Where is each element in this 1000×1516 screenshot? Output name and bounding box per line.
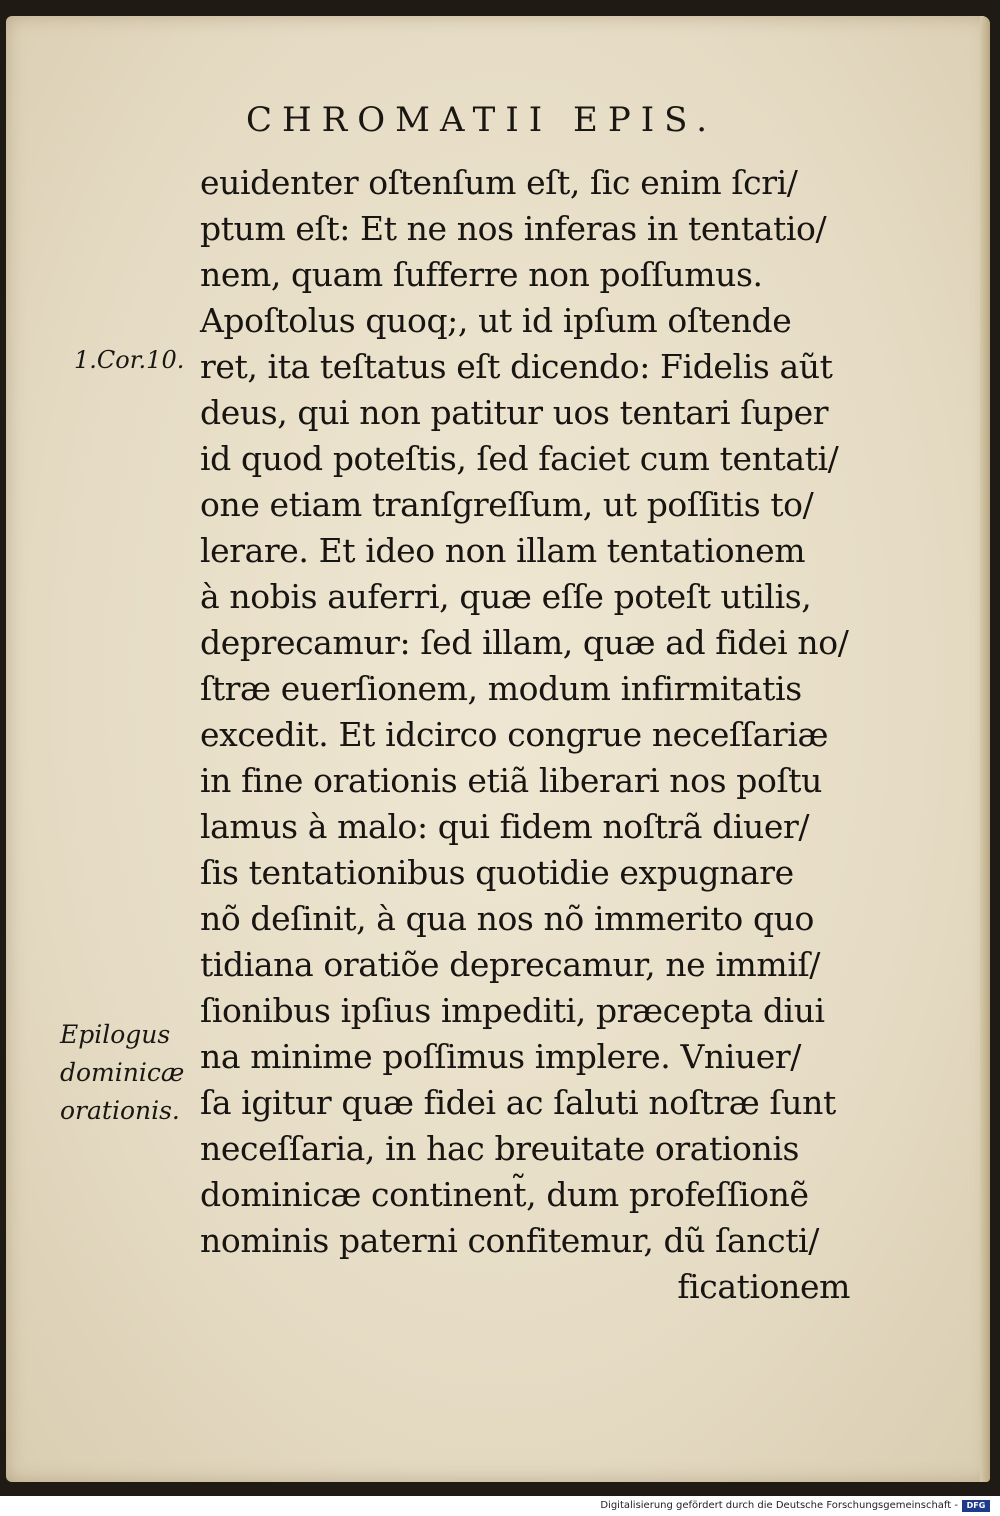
text-line: excedit. Et idcirco congrue neceſſariæ — [200, 715, 829, 754]
text-line: nem, quam ſufferre non poſſumus. — [200, 255, 763, 294]
text-line: Apoſtolus quoq;, ut id ipſum oſtende — [200, 301, 792, 340]
margin-note-epilogus — [60, 1016, 184, 1130]
text-line: ſis tentationibus quotidie expugnare — [200, 853, 794, 892]
margin-note-line: Epilogus — [60, 1020, 171, 1049]
text-line: euidenter oſtenſum eſt, ſic enim ſcri/ — [200, 163, 798, 202]
text-line: ſionibus ipſius impediti, præcepta diui — [200, 991, 825, 1030]
text-line: lerare. Et ideo non illam tentationem — [200, 531, 806, 570]
margin-note-line: orationis. — [60, 1096, 180, 1125]
text-line: deprecamur: ſed illam, quæ ad fidei no/ — [200, 623, 849, 662]
catchword: ficationem — [677, 1267, 850, 1306]
text-line: in fine orationis etiã liberari nos poſtu — [200, 761, 822, 800]
running-head: CHROMATII EPIS. — [246, 100, 718, 140]
text-line: tidiana oratiõe deprecamur, ne immiſ/ — [200, 945, 821, 984]
text-line: neceſſaria, in hac breuitate orationis — [200, 1129, 800, 1168]
page-edge — [980, 16, 990, 1482]
text-line: na minime poſſimus implere. Vniuer/ — [200, 1037, 801, 1076]
text-line: ptum eſt: Et ne nos inferas in tentatio/ — [200, 209, 827, 248]
text-line: ret, ita teſtatus eſt dicendo: Fidelis aũt — [200, 347, 833, 386]
text-line: ſa igitur quæ fidei ac ſaluti noſtræ ſunt — [200, 1083, 836, 1122]
footer-credit: Digitalisierung gefördert durch die Deutsche Forschungsgemeinschaft - — [600, 1500, 958, 1511]
text-line: one etiam tranſgreſſum, ut poſſitis to/ — [200, 485, 814, 524]
text-line: nõ deſinit, à qua nos nõ immerito quo — [200, 899, 815, 938]
dfg-logo: DFG — [962, 1500, 990, 1512]
margin-note-reference: 1.Cor.10. — [74, 346, 185, 374]
text-line: deus, qui non patitur uos tentari ſuper — [200, 393, 829, 432]
margin-note-line: dominicæ — [60, 1058, 185, 1087]
text-line: lamus à malo: qui fidem noſtrã diuer/ — [200, 807, 810, 846]
body-text — [200, 160, 890, 1310]
text-line: nominis paterni confitemur, dũ ſancti/ — [200, 1221, 819, 1260]
text-line: ſtræ euerſionem, modum infirmitatis — [200, 669, 802, 708]
text-line: à nobis auferri, quæ eſſe poteſt utilis, — [200, 577, 812, 616]
text-line: dominicæ continent̃, dum profeſſionẽ — [200, 1175, 809, 1214]
text-line: id quod poteſtis, ſed faciet cum tentati/ — [200, 439, 839, 478]
